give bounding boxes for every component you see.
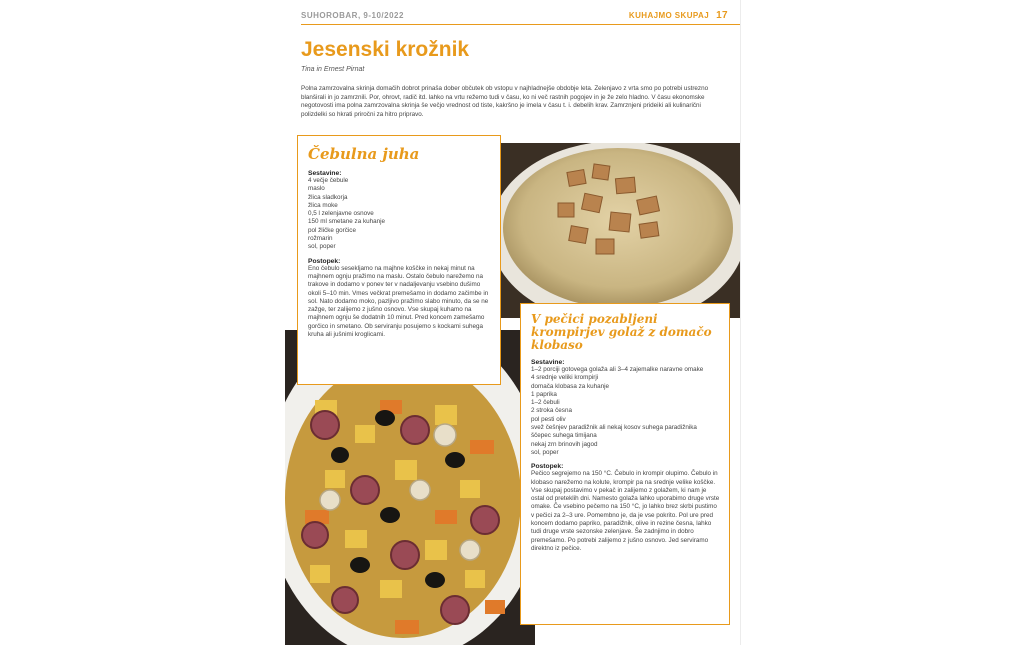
- recipe2-procedure-heading: Postopek:: [531, 463, 564, 471]
- list-item: domača klobasa za kuhanje: [531, 382, 610, 390]
- recipe2-title: V pečici pozabljeni krompirjev golaž z domačo klobaso: [531, 312, 712, 352]
- list-item: 0,5 l zelenjavne osnove: [308, 210, 374, 218]
- list-item: žlica sladkorja: [308, 193, 348, 201]
- article-intro: Polna zamrzovalna skrinja domačih dobrot prinaša dober občutek ob vstopu v najhladnejše obdobje leta. Zelenjavo z vrta smo po potrebi ustrezno blanširali in jo zamrznili. Por, ohrovt, radič itd. lahko na vrtu režemo tudi v času, ko ni več rastnih pogojev in je že zelo hladno. V času ekonomske negotovosti ima polna zamrzovalna skrinja še večjo vrednost od tiste, kakršno je imela v času t. i. debelih krav. Zamrznjeni prideiki ali kulinarični polizdelki so hkrati priročni za hitro pripravo.: [301, 85, 709, 118]
- recipe2-procedure: Pečico segrejemo na 150 °C. Čebulo in krompir olupimo. Čebulo in klobaso narežemo na kolute, krompir pa na srednje velike koščke. Vse skupaj postavimo v pekač in zalijemo z golažem, ki nam je ostal od preteklih dni. Namesto golaža lahko uporabimo druge vrste omake. Če vsebino pečemo na 150 °C, jo lahko brez skrbi pustimo v pečici za 2–3 ure. Pomembno je, da je vse pokrito. Pol ure pred koncem dodamo papriko, paradižnik, olive in rezine česna, lahko tudi druge vrste sezonske zelenjave. Še zadnjimo in dobro premešamo. Po potrebi zalijemo z jušno osnovo. Jed serviramo direktno iz pečice.: [531, 470, 720, 552]
- recipe2-ingredients-heading: Sestavine:: [531, 359, 565, 366]
- onion-soup-photo: [498, 143, 740, 318]
- list-item: pol žličke gorčice: [308, 226, 356, 234]
- list-item: 1–2 porciji gotovega golaža ali 3–4 zajemalke naravne omake: [531, 366, 704, 373]
- recipe1-ingredients-list: [308, 177, 490, 252]
- list-item: sol, poper: [308, 243, 336, 251]
- section-name: KUHAJMO SKUPAJ: [628, 11, 710, 20]
- article-authors: Tina in Ernest Pirnat: [301, 66, 365, 73]
- list-item: žlica moke: [308, 201, 338, 209]
- article-title: Jesenski krožnik: [301, 38, 470, 61]
- list-item: nekaj zrn brinovih jagod: [531, 440, 598, 448]
- section-label: [629, 10, 728, 21]
- list-item: 150 ml smetane za kuhanje: [308, 218, 386, 226]
- recipe2-ingredients-list: [531, 366, 720, 457]
- recipe1-title: Čebulna juha: [308, 145, 420, 163]
- list-item: 1 paprika: [531, 390, 557, 398]
- list-item: svež češnjev paradižnik ali nekaj kosov suhega paradižnika: [531, 424, 697, 432]
- list-item: rožmarin: [308, 235, 333, 243]
- recipe1-procedure: Eno čebulo sesekljamo na majhne koščke in nekaj minut na majhnem ognju pražimo na maslu. Ostalo čebulo narežemo na trakove in dodamo v ponev ter v nadaljevanju vsebino dušimo okoli 5–10 min. Vmes večkrat premešamo in dodamo začimbe in sol. Nato dodamo moko, pazljivo pražimo slabo minuto, da se ne zažge, ter zalijemo z jušno osnovo. Vse skupaj kuhamo na majhnem ognju še dodatnih 10 minut. Pred koncem zamešamo gorčico in smetano. Ob serviranju posujemo s kockami suhega kruha ali jušnimi kroglicami.: [308, 264, 489, 339]
- list-item: ščepec suhega timijana: [531, 432, 597, 440]
- list-item: 4 večje čebule: [308, 177, 349, 184]
- list-item: 4 srednje veliki krompirji: [531, 374, 599, 382]
- recipe1-procedure-heading: Postopek:: [308, 257, 341, 265]
- list-item: sol, poper: [531, 448, 559, 456]
- list-item: maslo: [308, 185, 325, 193]
- page-number: 17: [716, 10, 728, 21]
- publication-issue: SUHOROBAR, 9-10/2022: [301, 11, 404, 20]
- recipe-box-onion-soup: [297, 135, 501, 385]
- magazine-page: [285, 0, 741, 645]
- recipe1-ingredients-heading: Sestavine:: [308, 170, 342, 177]
- list-item: 1–2 čebuli: [531, 399, 560, 407]
- recipe-box-goulash: [520, 303, 730, 625]
- list-item: pol pesti oliv: [531, 415, 566, 423]
- list-item: 2 stroka česna: [531, 407, 572, 415]
- header-rule: [301, 24, 740, 25]
